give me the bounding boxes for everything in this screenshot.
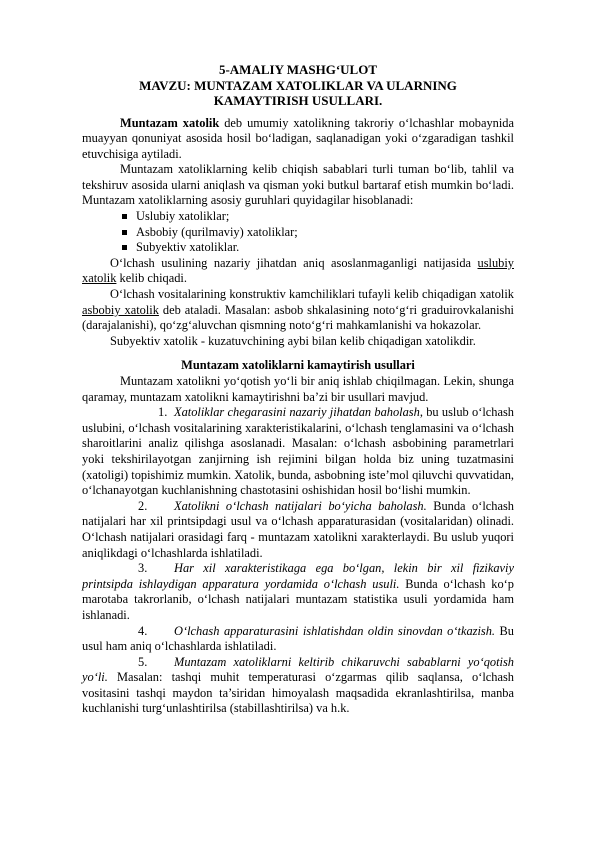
item-text: Bunda o‘lchash natijalari har xil printsipdagi usul va o‘lchash apparaturasidan (vositalaridan) olinadi. O‘lchash natijalari orasidagi farq - muntazam xatolikni xarakterlaydi. Bu uslub yuqori aniqlikdagi o‘lchashlarda ishlatiladi. xyxy=(82,498,515,560)
item-text: Masalan: tashqi muhit temperaturasi o‘zgarmas qilib saqlansa, o‘lchash vositasini tashqi maydon ta’siridan himoyalash maqsadida ekranlashtirilsa, manba kuchlanishi turg‘unlashtirilsa (stabillashtirilsa) va h.k. xyxy=(82,670,514,716)
method-item-1 xyxy=(82,405,514,499)
groups-intro-paragraph: Muntazam xatoliklarning kelib chiqish sabablari turli tuman bo‘lib, tahlil va tekshiruv asosida ularni aniqlash va qisman yoki butkul bartaraf etish mumkin bo‘ladi. Muntazam xatoliklarning asosiy guruhlari quyidagilar hisoblanadi: xyxy=(82,162,514,208)
item-title: Muntazam xatoliklarni keltirib chikaruvchi sabablarni yo‘qotish yo‘li. xyxy=(82,654,514,685)
item-title: O‘lchash apparaturasini ishlatishdan oldin sinovdan o‘tkazish. xyxy=(174,623,496,638)
definition-instrumental xyxy=(82,287,514,334)
item-title: Har xil xarakteristikaga ega bo‘lgan, lekin bir xil fizikaviy printsipda ishlaydigan apparatura yordamida o‘lchash usuli. xyxy=(82,561,514,591)
item-number: 3. xyxy=(138,561,148,576)
item-text: Bu usul ham aniq o‘lchashlarda ishlatiladi. xyxy=(82,623,514,654)
item-title: Xatoliklar chegarasini nazariy jihatdan baholash xyxy=(174,405,420,420)
title-line-2: MAVZU: MUNTAZAM XATOLIKLAR VA ULARNING xyxy=(139,77,457,93)
item-text: , bu uslub o‘lchash uslubini, o‘lchash vositalarining xarakteristikalarini, o‘lchash tenglamasini va o‘lchash sharoitlarini analiz qilishga asoslanadi. Masalan: o‘lchash asbobining parametrlari yoki tekshirilayotgan zanjirning ish rejimini bilgan holda biz uning tuzatmasini (xatoligi) topishimiz mumkin. Xatolik, bunda, asbobning iste’mol qiluvchi quvvatidan, o‘lchanayotgan kuchlanishning chastotasini oshishidan hosil bo‘lishi mumkin. xyxy=(82,405,515,498)
section-heading: Muntazam xatoliklarni kamaytirish usullari xyxy=(181,358,415,373)
item-text: Bunda o‘lchash ko‘p marotaba takrorlanib, o‘lchash natijalari muntazam statistika usuli yordamida ham ishlanadi. xyxy=(82,576,514,622)
title-line-3: KAMAYTIRISH USULLARI. xyxy=(213,93,383,108)
list-item: Asbobiy (qurilmaviy) xatoliklar; xyxy=(122,225,514,241)
item-number: 4. xyxy=(138,623,148,638)
item-number: 2. xyxy=(138,498,148,513)
definition-subjective: Subyektiv xatolik - kuzatuvchining aybi bilan kelib chiqadigan xatolikdir. xyxy=(110,333,476,348)
definition-text: deb ataladi. Masalan: asbob shkalasining noto‘g‘ri graduirovkalanishi (darajalanishi), qo‘zg‘aluvchan qismning noto‘g‘ri mahkamlanishi va hokazolar. xyxy=(82,302,514,333)
definition-text: O‘lchash usulining nazariy jihatdan aniq asoslanmaganligi natijasida xyxy=(110,255,478,270)
definition-term: asbobiy xatolik xyxy=(82,302,159,317)
method-item-2 xyxy=(82,499,514,561)
item-number: 5. xyxy=(138,654,148,669)
list-item: Subyektiv xatoliklar. xyxy=(122,240,514,256)
definition-text: O‘lchash vositalarining konstruktiv kamchiliklari tufayli kelib chiqadigan xatolik xyxy=(110,287,514,302)
definition-methodical xyxy=(82,256,514,287)
intro-rest: deb umumiy xatolikning takroriy o‘lchashlar mobaynida muayyan qonuniyat asosida hosil bo‘ladigan, saqlanadigan yoki o‘zgaradigan tashkil etuvchisiga aytiladi. xyxy=(82,115,514,161)
error-groups-list xyxy=(82,209,514,256)
definition-text: kelib chiqadi. xyxy=(116,271,187,286)
methods-intro: Muntazam xatolikni yo‘qotish yo‘li bir aniq ishlab chiqilmagan. Lekin, shunga qaramay, muntazam xatolikni kamaytirishni ba’zi bir usullari mavjud. xyxy=(82,374,514,404)
document-page xyxy=(82,62,514,717)
item-number: 1. xyxy=(158,405,168,420)
document-title xyxy=(82,62,514,109)
list-item: Uslubiy xatoliklar; xyxy=(122,209,514,225)
method-item-5 xyxy=(82,655,514,717)
intro-paragraph xyxy=(82,116,514,163)
item-title: Xatolikni o‘lchash natijalari bo‘yicha baholash. xyxy=(174,498,427,513)
intro-term: Muntazam xatolik xyxy=(120,115,220,130)
title-line-1: 5-AMALIY MASHG‘ULOT xyxy=(218,62,378,77)
definition-term: uslubiy xatolik xyxy=(82,255,514,286)
method-item-3 xyxy=(82,561,514,623)
method-item-4 xyxy=(82,624,514,655)
